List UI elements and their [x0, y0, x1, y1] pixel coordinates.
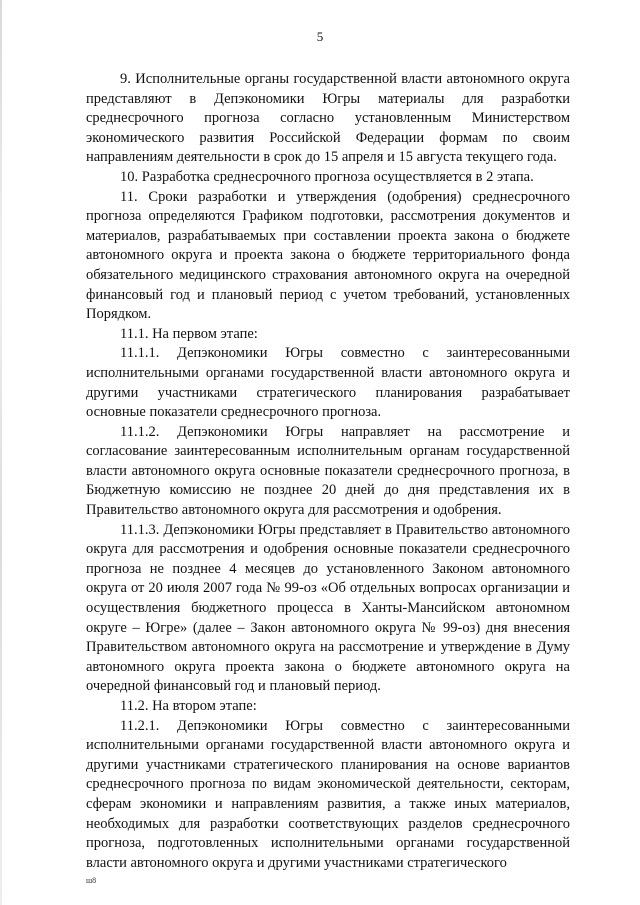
- paragraph-11-1: 11.1. На первом этапе:: [120, 325, 258, 342]
- footer-mark: ш8: [86, 876, 97, 885]
- paragraph-11: 11. Сроки разработки и утверждения (одобрения) среднесрочного прогноза определяются Графиком подготовки, рассмотрения документов и материалов, разрабатываемых при составлении проекта закона о бюджете автономного округа и проекта закона о бюджете территориального фонда обязательного медицинского страхования автономного округа на очередной финансовый год и плановый период с учетом требований, установленных Порядком.: [86, 188, 570, 323]
- page-number: 5: [316, 29, 324, 44]
- scan-edge: [0, 0, 2, 905]
- paragraph-11-1-1: 11.1.1. Депэкономики Югры совместно с заинтересованными исполнительными органами государственной власти автономного округа и другими участниками стратегического планирования разрабатывает основные показатели среднесрочного прогноза.: [86, 345, 570, 421]
- paragraph-11-2: 11.2. На втором этапе:: [120, 698, 257, 714]
- paragraph-11-1-2: 11.1.2. Депэкономики Югры направляет на рассмотрение и согласование заинтересованным исполнительным органам государственной власти автономного округа основные показатели среднесрочного прогноза, в Бюджетную комиссию не позднее 20 дней до дня представления их в Правительство автономного округа для рассмотрения и одобрения.: [86, 423, 570, 519]
- paragraph-11-1-3: 11.1.3. Депэкономики Югры представляет в Правительство автономного округа для рассмотрения и одобрения основные показатели среднесрочного прогноза не позднее 4 месяцев до установленного Законом автономного округа от 20 июля 2007 года № 99-оз «Об отдельных вопросах организации и осуществления бюджетного процесса в Ханты-Мансийском автономном округе – Югре» (далее – Закон автономного округа № 99-оз) дня внесения Правительством автономного округа на рассмотрение и утверждение в Думу автономного округа проекта закона о бюджете автономного округа на очередной финансовый год и плановый период.: [86, 521, 570, 695]
- paragraph-11-2-1: 11.2.1. Депэкономики Югры совместно с заинтересованными исполнительными органами государственной власти автономного округа и другими участниками стратегического планирования на основе вариантов среднесрочного прогноза по видам экономической деятельности, секторам, сферам экономики и направлениям развития, а также иных материалов, необходимых для разработки соответствующих разделов среднесрочного прогноза, подготовленных исполнительными органами государственной власти автономного округа и другими участниками стратегического: [86, 717, 570, 871]
- paragraph-9: 9. Исполнительные органы государственной власти автономного округа представляют в Депэкономики Югры материалы для разработки среднесрочного прогноза согласно установленным Министерством экономического развития Российской Федерации формам по своим направлениям деятельности в срок до 15 апреля и 15 августа текущего года.: [86, 71, 570, 166]
- document-body: [86, 70, 570, 873]
- paragraph-10: 10. Разработка среднесрочного прогноза осуществляется в 2 этапа.: [120, 168, 534, 185]
